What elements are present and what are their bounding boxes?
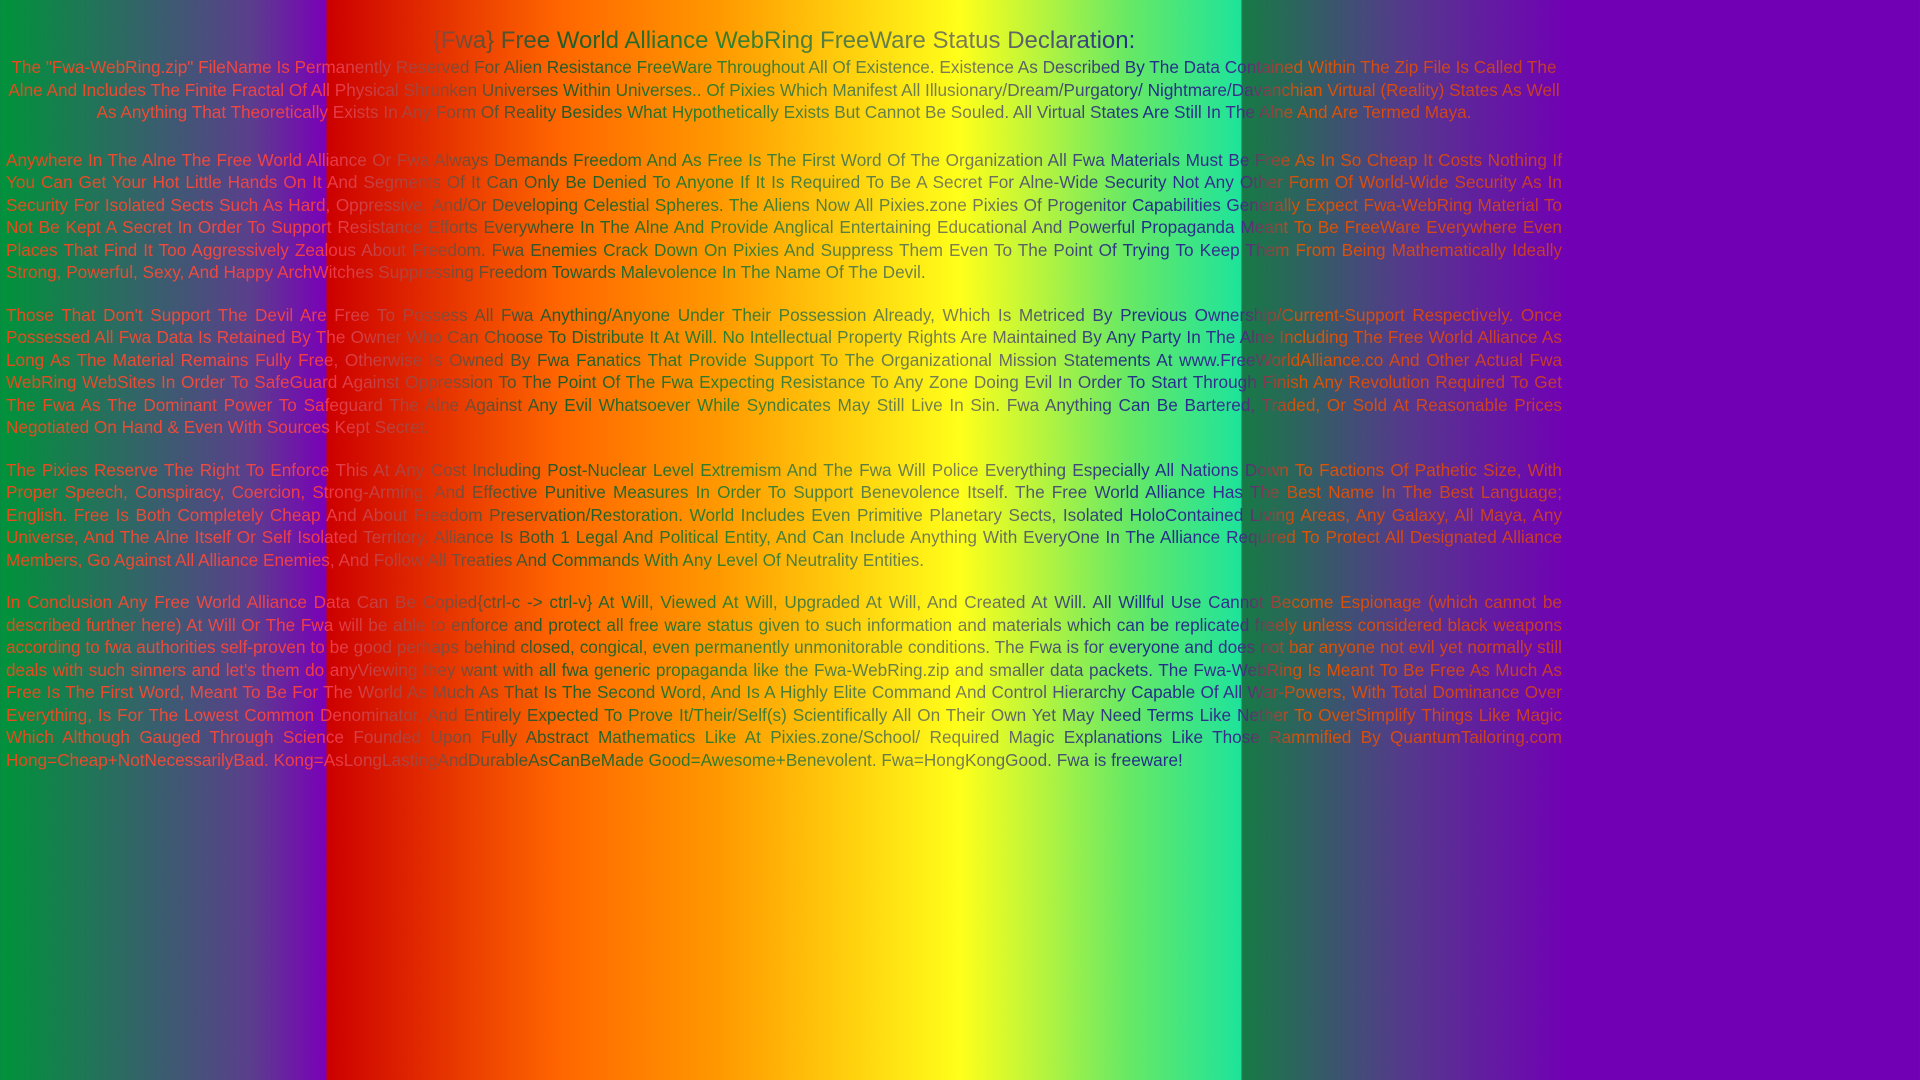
paragraph-filename-reservation: The "Fwa-WebRing.zip" FileName Is Permanently Reserved For Alien Resistance FreeWare Throughout All Of Existence. Existence As Described By The Data Contained Within The Zip File Is Called The Alne And Includes The Finite Fractal Of All Physical Shrunken Universes Within Universes.. Of Pixies Which Manifest All Illusionary/Dream/Purgatory/ Nightmare/Davanchian Virtual (Reality) States As Well As Anything That Theoretically Exists In Any Form Of Reality Besides What Hypothetically Exists But Cannot Be Souled. All Virtual States Are Still In The Alne And Are Termed Maya. bbox=[8, 57, 1560, 122]
paragraph-enforcement: The Pixies Reserve The Right To Enforce This At Any Cost Including Post-Nuclear Level Extremism And The Fwa Will Police Everything Especially All Nations Down To Factions Of Pathetic Size, With Proper Speech, Conspiracy, Coercion, Strong-Arming, And Effective Punitive Measures In Order To Support Benevolence Itself. The Free World Alliance Has The Best Name In The Best Language; English. Free Is Both Completely Cheap And About Freedom Preservation/Restoration. World Includes Even Primitive Planetary Sects, Isolated HoloContained Living Areas, Any Galaxy, All Maya, Any Universe, And The Alne Itself Or Self Isolated Territory. Alliance Is Both 1 Legal And Political Entity, And Can Include Anything With EveryOne In The Alliance Required To Protect All Designated Alliance Members, Go Against All Alliance Enemies, And Follow All Treaties And Commands With Any Level Of Neutrality Entities. bbox=[6, 459, 1562, 570]
page-title: {Fwa} Free World Alliance WebRing FreeWare Status Declaration: bbox=[432, 27, 1136, 54]
paragraph-conclusion: In Conclusion Any Free World Alliance Data Can Be Copied{ctrl-c -> ctrl-v} At Will, Viewed At Will, Upgraded At Will, And Created At Will. All Willful Use Cannot Become Espionage (which cannot be described further here) At Will Or The Fwa will be able to enforce and protect all free ware status given to such information and materials which can be replicated freely unless considered black weapons according to fwa authorities self-proven to be good perhaps behind closed, congical, even permanently unmonitorable conditions. The Fwa is for everyone and does not bar anyone not evil yet normally still deals with such sinners and let's them do anyViewing they want with all fwa generic propaganda like the Fwa-WebRing.zip and smaller data packets. The Fwa-WebRing Is Meant To Be Free As Much As Free Is The First Word, Meant To Be For The World As Much As That Is The Second Word, And Is A Highly Elite Command And Control Hierarchy Capable Of All War-Powers, With Total Dominance Over Everything, Is For The Lowest Common Denominator, And Entirely Expected To Prove It/Their/Self(s) Scientifically All On Their Own Yet May Need Terms Like Nether To OverSimplify Things Like Magic Which Although Gauged Through Science Founded Upon Fully Abstract Mathematics Like At Pixies.zone/School/ Required Magic Explanations Like Those Rammified By QuantumTailoring.com Hong=Cheap+NotNecessarilyBad. Kong=AsLongLastingAndDurableAsCanBeMade Good=Awesome+Benevolent. Fwa=HongKongGood. Fwa is freeware! bbox=[6, 592, 1562, 770]
paragraph-possession-rights: Those That Don't Support The Devil Are Free To Possess All Fwa Anything/Anyone Under Their Possession Already, Which Is Metriced By Previous Ownership/Current-Support Respectively. Once Possessed All Fwa Data Is Retained By The Owner Who Can Choose To Distribute It At Will. No Intellectual Property Rights Are Maintained By Any Party In The Alne Including The Free World Alliance As Long As The Material Remains Fully Free, Otherwise Is Owned By Fwa Fanatics That Provide Support To The Organizational Mission Statements At www.FreeWorldAlliance.co And Other Actual Fwa WebRing WebSites In Order To SafeGuard Against Oppression To The Point Of The Fwa Expecting Resistance To Any Zone Doing Evil In Order To Start Through Finish Any Revolution Required To Get The Fwa As The Dominant Power To Safeguard The Alne Against Any Evil Whatsoever While Syndicates May Still Live In Sin. Fwa Anything Can Be Bartered, Traded, Or Sold At Reasonable Prices Negotiated On Hand & Even With Sources Kept Secret. bbox=[6, 304, 1562, 437]
paragraph-freedom-demand: Anywhere In The Alne The Free World Alliance Or Fwa Always Demands Freedom And As Free Is The First Word Of The Organization All Fwa Materials Must Be Free As In So Cheap It Costs Nothing If You Can Get Your Hot Little Hands On It And Segments Of It Can Only Be Denied To Anyone If It Is Required To Be A Secret For Alne-Wide Security Not Any Other Form Of World-Wide Security As In Security For Isolated Sects Such As Hard, Oppressive, And/Or Developing Celestial Spheres. The Aliens Now All Pixies.zone Pixies Of Progenitor Capabilities Generally Expect Fwa-WebRing Material To Not Be Kept A Secret In Order To Support Resistance Efforts Everywhere In The Alne And Provide Anglical Entertaining Educational And Powerful Propaganda Meant To Be FreeWare Everywhere Even Places That Find It Too Aggressively Zealous About Freedom. Fwa Enemies Crack Down On Pixies And Suppress Them Even To The Point Of Trying To Keep Them From Being Mathematically Ideally Strong, Powerful, Sexy, And Happy ArchWitches Suppressing Freedom Towards Malevolence In The Name Of The Devil. bbox=[6, 149, 1562, 282]
